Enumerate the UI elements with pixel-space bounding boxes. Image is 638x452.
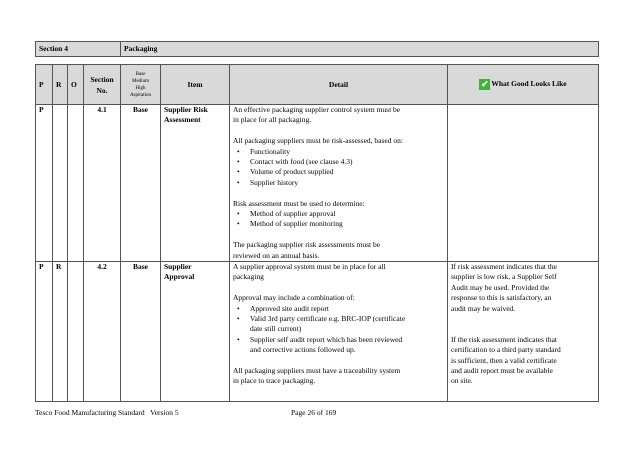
row-item [161,262,230,402]
list-item: • Supplier history [250,178,444,188]
table-row [36,105,599,262]
header-level [121,65,161,105]
detail-bullet-list [233,304,444,356]
detail-bullet-list [233,209,444,230]
table-header-row [36,65,599,105]
row-item-line: Approval [164,272,195,282]
section-label: Section 4 [36,42,121,57]
detail-line: The packaging supplier risk assessments must be [233,240,381,250]
footer-document-title: Tesco Food Manufacturing Standard Version 5 [35,408,179,417]
header-p: P [36,65,53,105]
detail-bullet-list [233,147,444,189]
good-line: is sufficient, then a valid certificate [451,355,557,365]
good-line: certification to a third party standard [451,345,561,355]
row-section-no: 4.1 [84,105,121,262]
header-section-no: Section No. [84,65,121,105]
header-level-line: High [135,85,146,91]
good-line: audit may be waived. [451,303,516,313]
row-p: P [36,262,53,402]
detail-line: Approval may include a combination of: [233,293,355,303]
detail-line: in place to trace packaging. [233,376,316,386]
row-detail [230,105,448,262]
row-level: Base [121,105,161,262]
table-row [36,262,599,402]
row-level: Base [121,262,161,402]
good-line: Audit may be used. Provided the [451,282,550,292]
header-level-line: Base [135,71,146,77]
detail-line: packaging [233,272,264,282]
good-line: If risk assessment indicates that the [451,262,558,272]
list-item: • Contact with food (see clause 4.3) [250,157,444,167]
row-r [53,105,68,262]
section-header-table [35,41,599,57]
list-item: • Volume of product supplied [250,167,444,177]
row-detail [230,262,448,402]
row-good-looks-like [448,262,599,402]
header-good-label: What Good Looks Like [491,79,567,89]
row-o [68,105,84,262]
good-line: response to this is satisfactory, an [451,293,552,303]
row-item-line: Supplier Risk [164,105,208,114]
list-item: • Valid 3rd party certificate e.g. BRC-IOP (certificate date still current) [250,314,444,335]
good-line: on site. [451,376,473,386]
header-item: Item [161,65,230,105]
detail-line: All packaging suppliers must have a traceability system [233,366,401,376]
header-level-line: Aspiration [129,92,152,98]
row-o [68,262,84,402]
list-item: • Supplier self audit report which has been reviewed and corrective actions followed up. [250,335,444,356]
row-section-no: 4.2 [84,262,121,402]
row-r: R [53,262,68,402]
good-line: If the risk assessment indicates that [451,334,558,344]
header-r: R [53,65,68,105]
row-item-line: Supplier [164,262,192,272]
list-item: • Method of supplier monitoring [250,219,444,229]
good-line: and audit report must be available [451,366,553,376]
header-detail: Detail [230,65,448,105]
row-item [161,105,230,262]
good-line: supplier is low risk, a Supplier Self [451,272,557,282]
header-o: O [68,65,84,105]
detail-line: All packaging suppliers must be risk-assessed, based on: [233,136,403,146]
detail-line: A supplier approval system must be in place for all [233,262,386,272]
header-good-looks-like [448,65,599,105]
detail-line: in place for all packaging. [233,115,312,125]
check-icon: ✔ [481,79,489,89]
section-title: Packaging [121,42,599,57]
list-item: • Approved site audit report [250,304,444,314]
requirements-table [35,64,599,402]
row-p: P [36,105,53,262]
detail-line: An effective packaging supplier control system must be [233,105,401,114]
row-item-line: Assessment [164,115,201,125]
list-item: • Method of supplier approval [250,209,444,219]
detail-line: reviewed on an annual basis. [233,250,320,260]
detail-line: Risk assessment must be used to determine: [233,198,365,208]
footer-page-number: Page 26 of 169 [291,408,337,417]
row-good-looks-like [448,105,599,262]
list-item: • Functionality [250,147,444,157]
header-level-line: Medium [132,78,149,84]
